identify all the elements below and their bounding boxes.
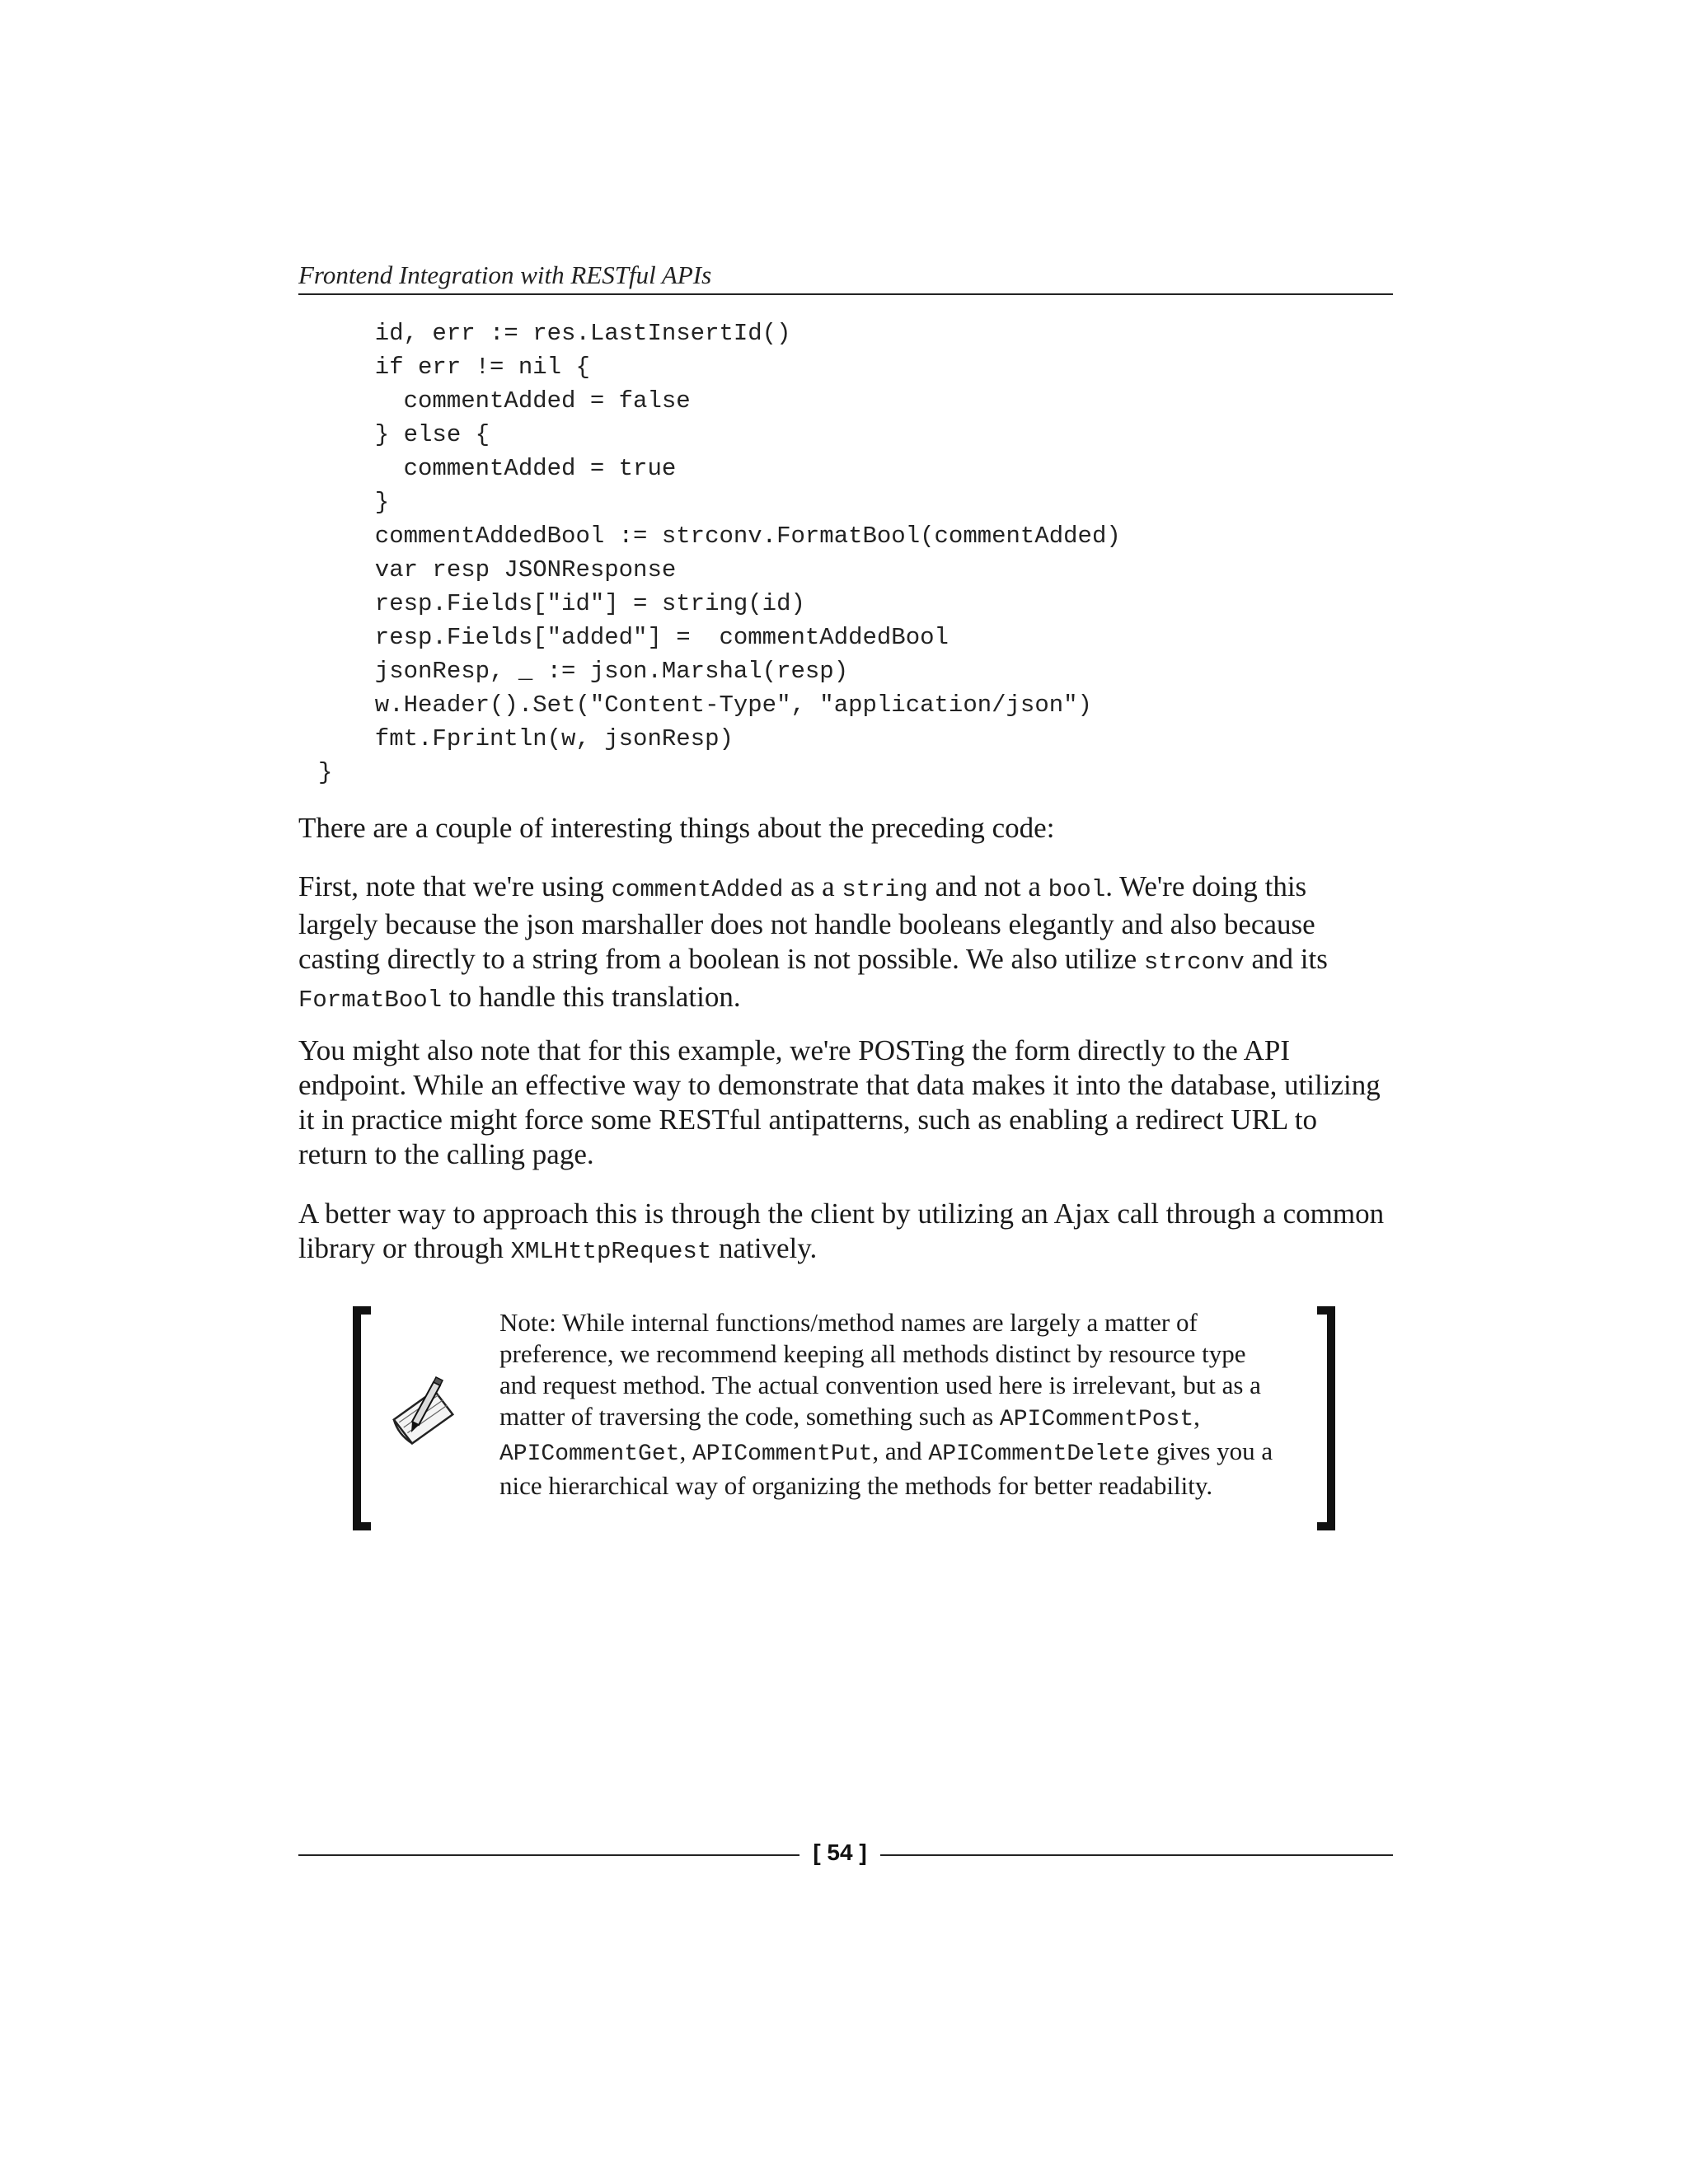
inline-code: string	[842, 876, 928, 903]
text: gives you a nice hierarchical way of organizing the methods for better readability.	[499, 1436, 1273, 1500]
header-rule	[298, 293, 1393, 295]
code-line: fmt.Fprintln(w, jsonResp)	[346, 725, 734, 752]
text: First, note that we're using	[298, 870, 612, 902]
code-line: }	[318, 759, 333, 786]
text: A better way to approach this is through the client by utilizing an Ajax call through a common library or through	[298, 1197, 1385, 1264]
note-bracket-right	[1317, 1306, 1335, 1530]
paragraph-ajax	[298, 1197, 1393, 1269]
text: as a	[783, 870, 842, 902]
notes-pencil-icon	[386, 1372, 468, 1455]
inline-code: APICommentPost	[999, 1407, 1194, 1432]
text: and its	[1244, 943, 1328, 975]
code-line: resp.Fields["added"] = commentAddedBool	[346, 624, 949, 651]
code-line: var resp JSONResponse	[346, 556, 677, 583]
code-line: }	[346, 489, 390, 516]
text: and not a	[927, 870, 1048, 902]
inline-code: APICommentGet	[499, 1441, 680, 1467]
page-number: [ 54 ]	[813, 1840, 867, 1865]
text: . We're doing this largely because the json marshaller does not handle booleans elegantly and also because casting directly to a string from a boolean is not possible. We also utilize	[298, 870, 1315, 975]
inline-code: strconv	[1143, 949, 1245, 976]
note-bracket-left	[353, 1306, 371, 1530]
code-line: commentAdded = true	[346, 455, 677, 482]
text: Note: While internal functions/method names are largely a matter of preference, we recommend keeping all methods distinct by resource type and request method. The actual convention used here is irrelevant, but as a matter of traversing the code, something such as	[499, 1308, 1261, 1431]
code-line: resp.Fields["id"] = string(id)	[346, 590, 805, 617]
code-line: jsonResp, _ := json.Marshal(resp)	[346, 658, 849, 685]
code-line: commentAddedBool := strconv.FormatBool(commentAdded)	[346, 523, 1121, 550]
inline-code: FormatBool	[298, 987, 443, 1014]
text: natively.	[711, 1232, 818, 1264]
inline-code: bool	[1048, 876, 1106, 903]
paragraph-commentadded	[298, 869, 1393, 1018]
running-header: Frontend Integration with RESTful APIs	[298, 260, 712, 289]
code-line: if err != nil {	[346, 354, 590, 381]
footer-rule-right	[880, 1854, 1393, 1856]
paragraph-intro: There are a couple of interesting things about the preceding code:	[298, 812, 1055, 844]
text: ,	[1193, 1402, 1200, 1431]
code-line: commentAdded = false	[346, 387, 691, 415]
note-text	[499, 1307, 1282, 1502]
paragraph-posting: You might also note that for this example, we're POSTing the form directly to the API endpoint. While an effective way to demonstrate that data makes it into the database, utilizing it in practice might force some RESTful antipatterns, such as enabling a redirect URL to return to the calling page.	[298, 1034, 1381, 1170]
text: to handle this translation.	[442, 981, 741, 1013]
text: ,	[679, 1436, 692, 1465]
code-line: id, err := res.LastInsertId()	[346, 320, 791, 347]
inline-code: APICommentPut	[692, 1441, 873, 1467]
code-block	[318, 316, 1121, 790]
text: , and	[872, 1436, 929, 1465]
inline-code: commentAdded	[611, 876, 784, 903]
code-line: } else {	[346, 421, 490, 448]
footer-rule-left	[298, 1854, 799, 1856]
inline-code: APICommentDelete	[928, 1441, 1151, 1467]
inline-code: XMLHttpRequest	[510, 1238, 712, 1265]
code-line: w.Header().Set("Content-Type", "application/json")	[346, 691, 1092, 719]
